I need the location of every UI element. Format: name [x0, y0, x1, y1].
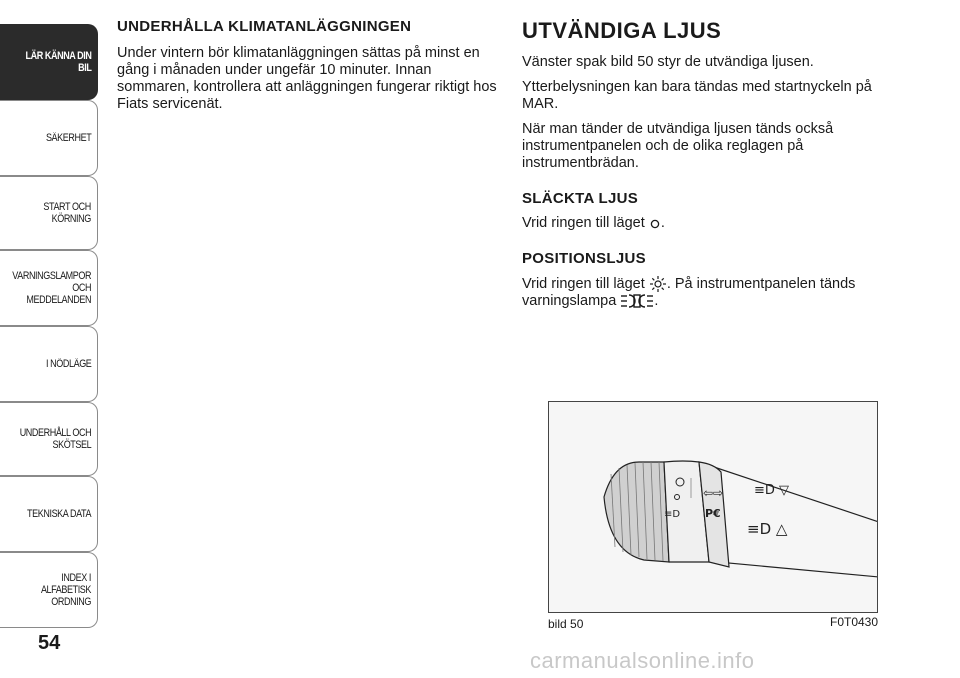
paragraph-3: När man tänder de utvändiga ljusen tänds också instrumentpanelen och de olika reglagen på instrumentbrädan.	[522, 121, 834, 171]
figure-caption: bild 50	[548, 617, 584, 631]
lights-off-text	[522, 215, 912, 232]
tab-lar-kanna-din-bil[interactable]	[0, 24, 98, 100]
svg-text:P€: P€	[705, 507, 721, 520]
tab-sakerhet[interactable]	[0, 100, 98, 176]
tab-underhall-och-skotsel[interactable]	[0, 402, 98, 476]
svg-text:⇦⇨: ⇦⇨	[703, 486, 724, 500]
position-light-icon	[649, 275, 667, 293]
paragraph-1: Vänster spak bild 50 styr de utvändiga ljusen.	[522, 54, 814, 70]
page-number: 54	[38, 632, 61, 654]
lights-off-text-a: Vrid ringen till läget	[522, 215, 649, 231]
svg-text:≡D ▽: ≡D ▽	[754, 483, 790, 498]
tab-label: UNDERHÅLL OCH SKÖTSEL	[19, 427, 91, 451]
position-text-a: Vrid ringen till läget	[522, 275, 649, 292]
tab-tekniska-data[interactable]	[0, 476, 98, 552]
tab-label: SÄKERHET	[45, 132, 91, 144]
light-stalk-drawing	[549, 402, 877, 612]
tab-start-och-korning[interactable]	[0, 176, 98, 250]
left-column	[117, 18, 502, 121]
tab-label: INDEX I ALFABETISK ORDNING	[40, 572, 91, 608]
position-lights-text	[522, 275, 912, 310]
lights-off-text-b: .	[660, 215, 665, 231]
tab-index[interactable]	[0, 552, 98, 628]
tab-label: START OCH KÖRNING	[43, 201, 91, 225]
tab-label: I NÖDLÄGE	[45, 358, 91, 370]
tab-label: TEKNISKA DATA	[26, 508, 91, 520]
tab-varningslampor[interactable]	[0, 250, 98, 326]
paragraph-2: Ytterbelysningen kan bara tändas med startnyckeln på MAR.	[522, 79, 872, 112]
tab-i-nodlage[interactable]	[0, 326, 98, 402]
climate-maintenance-text: Under vintern bör klimatanläggningen sättas på minst en gång i månaden under ungefär 10 minuter. Innan sommaren, kontrollera att anläggningen fungerar riktigt hos Fiats servicenät.	[117, 45, 497, 112]
climate-maintenance-heading: UNDERHÅLLA KLIMATANLÄGGNINGEN	[117, 18, 412, 35]
position-lights-heading: POSITIONSLJUS	[522, 250, 646, 267]
position-text-c: .	[654, 293, 659, 309]
stalk-illustration	[548, 401, 878, 613]
figure-code: F0T0430	[830, 615, 879, 629]
position-text-b: . På instrumentpanelen tänds varningslampa	[522, 275, 856, 309]
svg-text:≡D: ≡D	[664, 509, 681, 520]
svg-text:≡D △: ≡D △	[747, 520, 788, 538]
position-warning-lamp-icon	[620, 293, 654, 309]
right-column	[522, 18, 912, 318]
tab-label: VARNINGSLAMPOR OCH MEDDELANDEN	[12, 270, 91, 306]
lights-off-heading: SLÄCKTA LJUS	[522, 190, 639, 207]
watermark: carmanualsonline.info	[530, 648, 755, 673]
ring-off-icon	[649, 216, 661, 230]
page-title: UTVÄNDIGA LJUS	[522, 18, 722, 43]
tab-label: LÄR KÄNNA DIN BIL	[25, 50, 91, 74]
